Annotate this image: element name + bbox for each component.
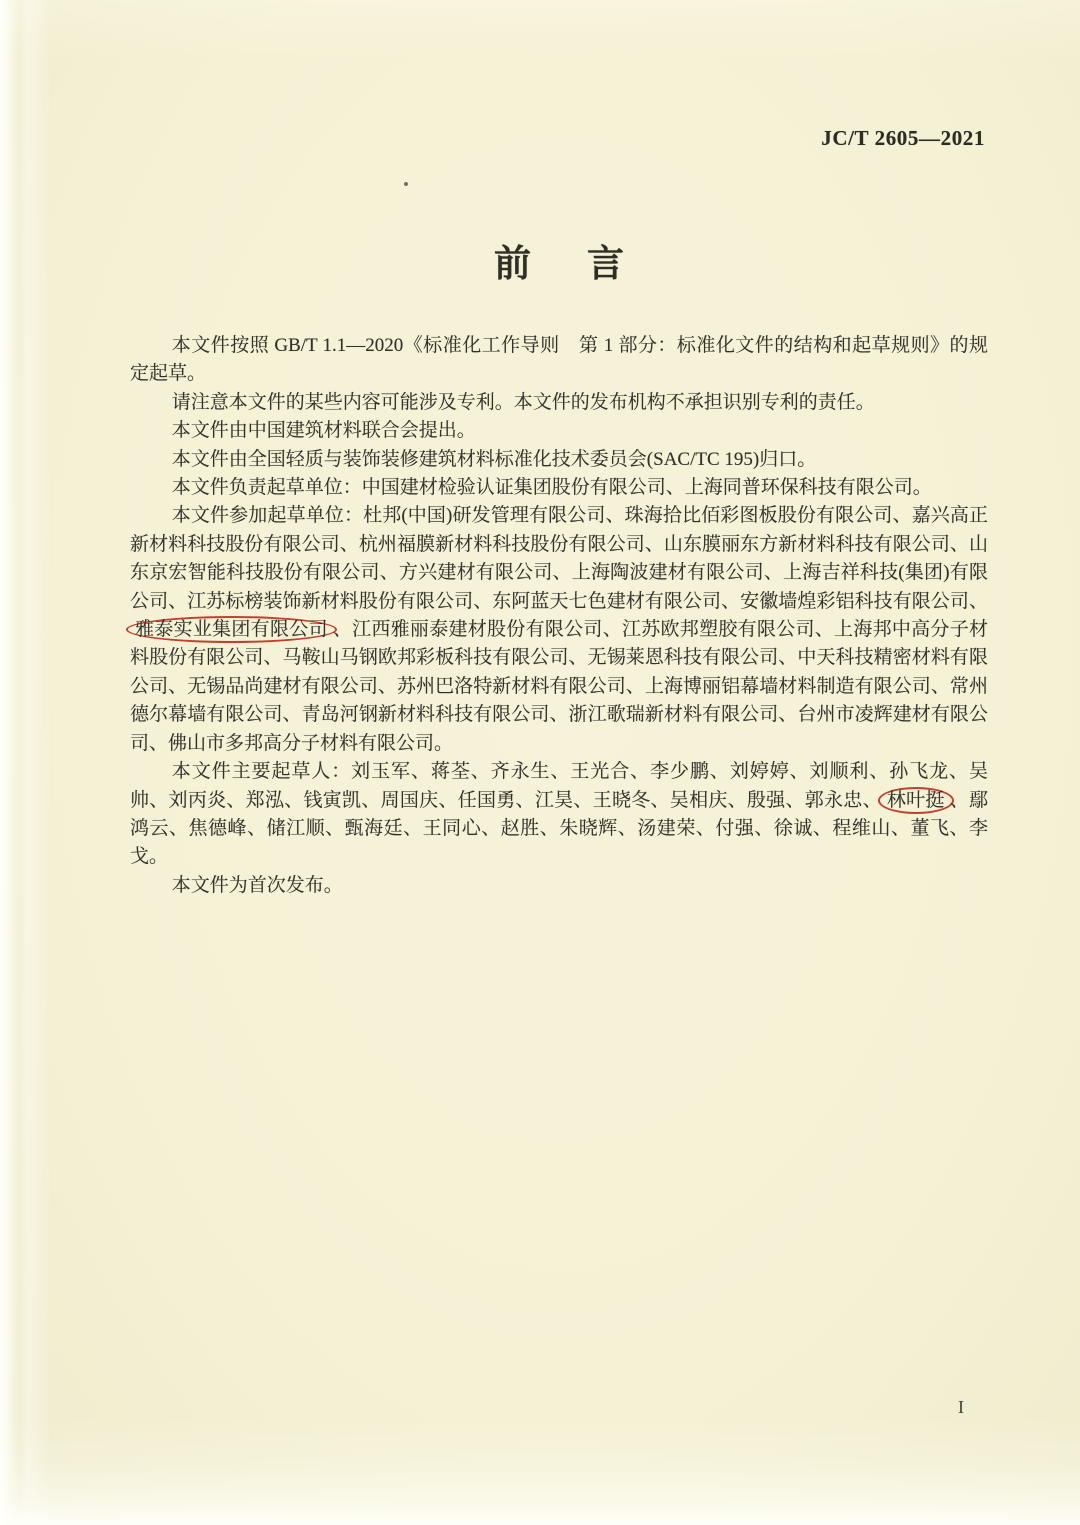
paragraph-first-publication: 本文件为首次发布。 bbox=[171, 874, 343, 896]
paragraph-drafting-rules: 本文件按照 GB/T 1.1—2020《标准化工作导则 第 1 部分：标准化文件的结构和起草规则》的规定起草。 bbox=[130, 335, 988, 385]
ink-dot bbox=[404, 182, 408, 186]
page-title-char-right: 言 bbox=[587, 244, 624, 285]
participating-units-text-before: 本文件参加起草单位：杜邦(中国)研发管理有限公司、珠海拾比佰彩图板股份有限公司、嘉兴高正新材料科技股份有限公司、杭州福膜新材料科技股份有限公司、山东膜丽东方新材料科技有限公司、山东京宏智能科技股份有限公司、方兴建材有限公司、上海陶波建材有限公司、上海吉祥科技(集团)有限公司、江苏标榜装饰新材料股份有限公司、东阿蓝天七色建材有限公司、安徽墙煌彩铝科技有限公司、 bbox=[130, 505, 988, 612]
red-circle-annotation-person: 林叶挺 bbox=[878, 787, 954, 814]
paragraph-participating-units bbox=[130, 502, 988, 758]
foreword-body bbox=[130, 332, 988, 900]
standard-code: JC/T 2605—2021 bbox=[821, 126, 985, 150]
page-number: I bbox=[958, 1397, 964, 1417]
paragraph-chief-drafting-units: 本文件负责起草单位：中国建材检验认证集团股份有限公司、上海同普环保科技有限公司。 bbox=[171, 477, 932, 499]
page-title bbox=[130, 233, 988, 287]
main-drafters-text-after: 、鄢鸿云、焦德峰、储江顺、甄海廷、王同心、赵胜、朱晓辉、汤建荣、付强、徐诚、程维山、董飞、李戈。 bbox=[130, 789, 988, 868]
participating-units-text-after: 、江西雅丽泰建材股份有限公司、江苏欧邦塑胶有限公司、上海邦中高分子材料股份有限公司、马鞍山马钢欧邦彩板科技有限公司、无锡莱恩科技有限公司、中天科技精密材料有限公司、无锡品尚建材有限公司、苏州巴洛特新材料有限公司、上海博丽铝幕墙材料制造有限公司、常州德尔幕墙有限公司、青岛河钢新材料科技有限公司、浙江歌瑞新材料有限公司、台州市凌辉建材有限公司、佛山市多邦高分子材料有限公司。 bbox=[130, 619, 988, 754]
page-title-char-left: 前 bbox=[494, 244, 531, 285]
paragraph-main-drafters bbox=[130, 758, 988, 872]
paragraph-jurisdiction: 本文件由全国轻质与装饰装修建筑材料标准化技术委员会(SAC/TC 195)归口。 bbox=[171, 448, 817, 470]
paragraph-patent-notice: 请注意本文件的某些内容可能涉及专利。本文件的发布机构不承担识别专利的责任。 bbox=[171, 391, 875, 413]
main-drafters-text-before: 本文件主要起草人：刘玉军、蒋荃、齐永生、王光合、李少鹏、刘婷婷、刘顺利、孙飞龙、吴帅、刘丙炎、郑泓、钱寅凯、周国庆、任国勇、江昊、王晓冬、吴相庆、殷强、郭永忠、 bbox=[130, 761, 988, 811]
paragraph-proposed-by: 本文件由中国建筑材料联合会提出。 bbox=[171, 420, 476, 442]
red-circle-annotation-company: 雅泰实业集团有限公司 bbox=[126, 616, 337, 643]
